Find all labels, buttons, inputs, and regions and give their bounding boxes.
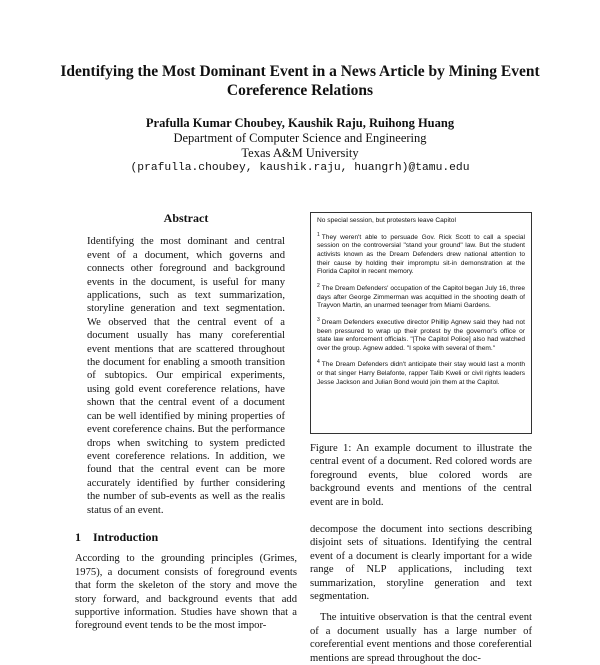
body-paragraph: The intuitive observation is that the central event of a document usually has a large number of coreferential event mentions and those coreferential mentions are spread throughout the doc- — [310, 612, 532, 664]
sentence-number: 1 — [317, 231, 320, 238]
figure-sentence — [317, 358, 525, 387]
section-title: Introduction — [93, 529, 159, 544]
figure-sentence — [317, 316, 525, 354]
sentence-text: Dream Defenders executive director Phillip Agnew said they had not been pressured to wrap up their protest by the governor's office or state law enforcement officials. "[The Capitol Police] also had watched over the group. Agnew added. "I spoke with several of them." — [317, 318, 525, 352]
introduction-paragraph: According to the grounding principles (Grimes, 1975), a document consists of foreground events that form the skeleton of the story and move the story forward, and background events that add supportive information. Studies have shown that a foreground event tends to be the most impor- — [75, 553, 297, 632]
introduction-heading — [75, 531, 297, 544]
left-column — [75, 212, 297, 633]
figure-example-document — [310, 212, 532, 434]
sentence-text: The Dream Defenders didn't anticipate their stay would last a month or that singer Harry Belafonte, rapper Talib Kweli or civil rights leaders Jesse Jackson and Julian Bond would join them at the Capitol. — [317, 361, 525, 386]
body-paragraph: decompose the document into sections describing disjoint sets of situations. Identifying the central event of a document is clearly important for a wide range of NLP applications, including text summarization, storyline generation and text segmentation. — [310, 524, 532, 603]
author-university: Texas A&M University — [241, 146, 359, 160]
figure-caption: Figure 1: An example document to illustrate the central event of a document. Red colored words are foreground events, blue colored words are background events and mentions of the central event are in bold. — [310, 443, 532, 508]
sentence-number: 2 — [317, 282, 320, 289]
sentence-text: The Dream Defenders' occupation of the Capitol began July 16, three days after George Zimmerman was acquitted in the shooting death of Trayvon Martin, an unarmed teenager from Miami Gardens. — [317, 284, 525, 310]
sentence-number: 4 — [317, 359, 320, 366]
abstract-heading: Abstract — [163, 211, 209, 225]
author-names: Prafulla Kumar Choubey, Kaushik Raju, Ruihong Huang — [145, 116, 455, 130]
figure-sentence — [317, 231, 525, 277]
sentence-text: They weren't able to persuade Gov. Rick Scott to call a special session on the controversial "stand your ground" law. But the student activists known as the Dream Defenders drew national attention to their cause by holding their impromptu sit-in demonstration at the Florida Capitol in recent memory. — [317, 233, 525, 276]
figure-headline: No special session, but protesters leave Capitol — [317, 217, 456, 224]
section-number: 1 — [75, 529, 81, 544]
paper-title: Identifying the Most Dominant Event in a News Article by Mining Event Coreference Relations — [60, 63, 540, 99]
right-column — [310, 212, 532, 665]
figure-sentence — [317, 282, 525, 311]
abstract-body: Identifying the most dominant and central event of a document, which governs and connects other foreground and background events in the document, is useful for many applications, such as text summarization, storyline generation and text segmentation. We observed that the central event of a document usually has many coreferential event mentions that are scattered throughout the document for enabling a smooth transition of subtopics. Our empirical experiments, using gold event coreference relations, have shown that the central event of a document can be well identified by mining properties of event coreference chains. But the performance drops when switching to system predicted event coreference relations. In addition, we found that the central event can be more accurately identified by further considering the number of sub-events as well as the realis status of an event. — [87, 236, 285, 516]
author-emails: (prafulla.choubey, kaushik.raju, huangrh)@tamu.edu — [130, 162, 470, 174]
author-block — [40, 116, 560, 176]
author-department: Department of Computer Science and Engineering — [173, 131, 427, 145]
sentence-number: 3 — [317, 316, 320, 323]
